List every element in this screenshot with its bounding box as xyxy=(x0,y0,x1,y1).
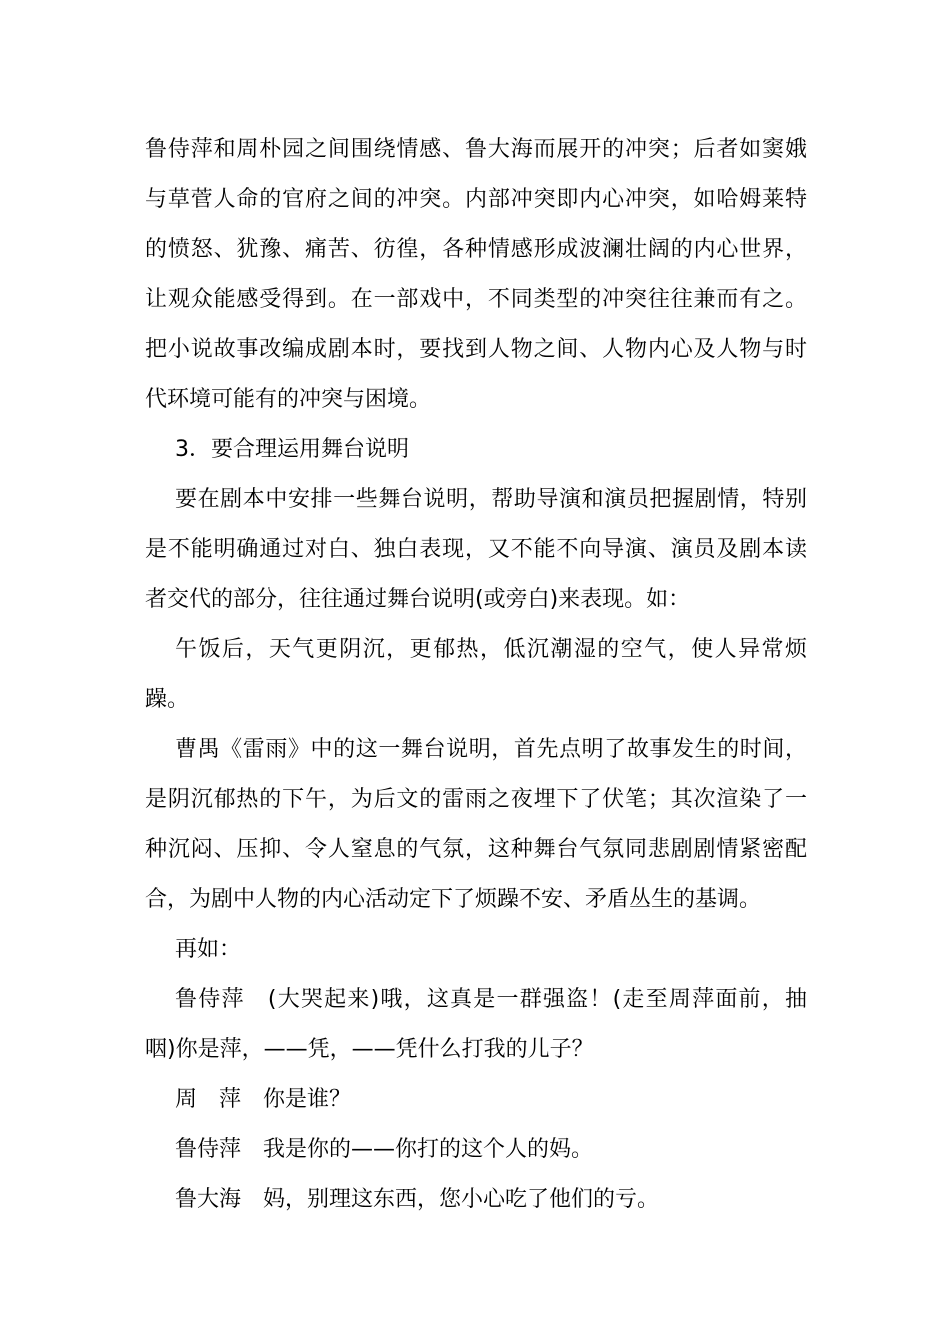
text-line: 3．要合理运用舞台说明 xyxy=(175,437,409,462)
text-line: 周 萍 你是谁？ xyxy=(175,1087,352,1112)
text-line: 合，为剧中人物的内心活动定下了烦躁不安、矛盾丛生的基调。 xyxy=(145,887,762,912)
text-line: 是不能明确通过对白、独白表现，又不能不向导演、演员及剧本读 xyxy=(145,537,807,562)
text-line: 曹禺《雷雨》中的这一舞台说明，首先点明了故事发生的时间， xyxy=(175,737,807,762)
document-body xyxy=(145,132,807,1232)
text-line: 代环境可能有的冲突与困境。 xyxy=(145,387,432,412)
text-line: 躁。 xyxy=(145,687,190,712)
text-line: 把小说故事改编成剧本时，要找到人物之间、人物内心及人物与时 xyxy=(145,337,807,362)
text-line: 鲁侍萍和周朴园之间围绕情感、鲁大海而展开的冲突；后者如窦娥 xyxy=(145,137,807,162)
text-line: 咽)你是萍，——凭，——凭什么打我的儿子？ xyxy=(145,1037,594,1062)
text-line: 的愤怒、犹豫、痛苦、彷徨，各种情感形成波澜壮阔的内心世界， xyxy=(145,237,807,262)
text-line: 鲁侍萍 (大哭起来)哦，这真是一群强盗！(走至周萍面前，抽 xyxy=(175,987,807,1012)
text-line: 与草菅人命的官府之间的冲突。内部冲突即内心冲突，如哈姆莱特 xyxy=(145,187,807,212)
text-line: 午饭后，天气更阴沉，更郁热，低沉潮湿的空气，使人异常烦 xyxy=(175,637,807,662)
text-line: 鲁侍萍 我是你的——你打的这个人的妈。 xyxy=(175,1137,594,1162)
text-line: 让观众能感受得到。在一部戏中，不同类型的冲突往往兼而有之。 xyxy=(145,287,807,312)
text-line: 种沉闷、压抑、令人窒息的气氛，这种舞台气氛同悲剧剧情紧密配 xyxy=(145,837,807,862)
text-line: 鲁大海 妈，别理这东西，您小心吃了他们的亏。 xyxy=(175,1187,660,1212)
text-line: 是阴沉郁热的下午，为后文的雷雨之夜埋下了伏笔；其次渲染了一 xyxy=(145,787,807,812)
text-line: 要在剧本中安排一些舞台说明，帮助导演和演员把握剧情，特别 xyxy=(175,487,807,512)
text-line: 者交代的部分，往往通过舞台说明(或旁白)来表现。如： xyxy=(145,587,691,612)
text-line: 再如： xyxy=(175,937,242,962)
